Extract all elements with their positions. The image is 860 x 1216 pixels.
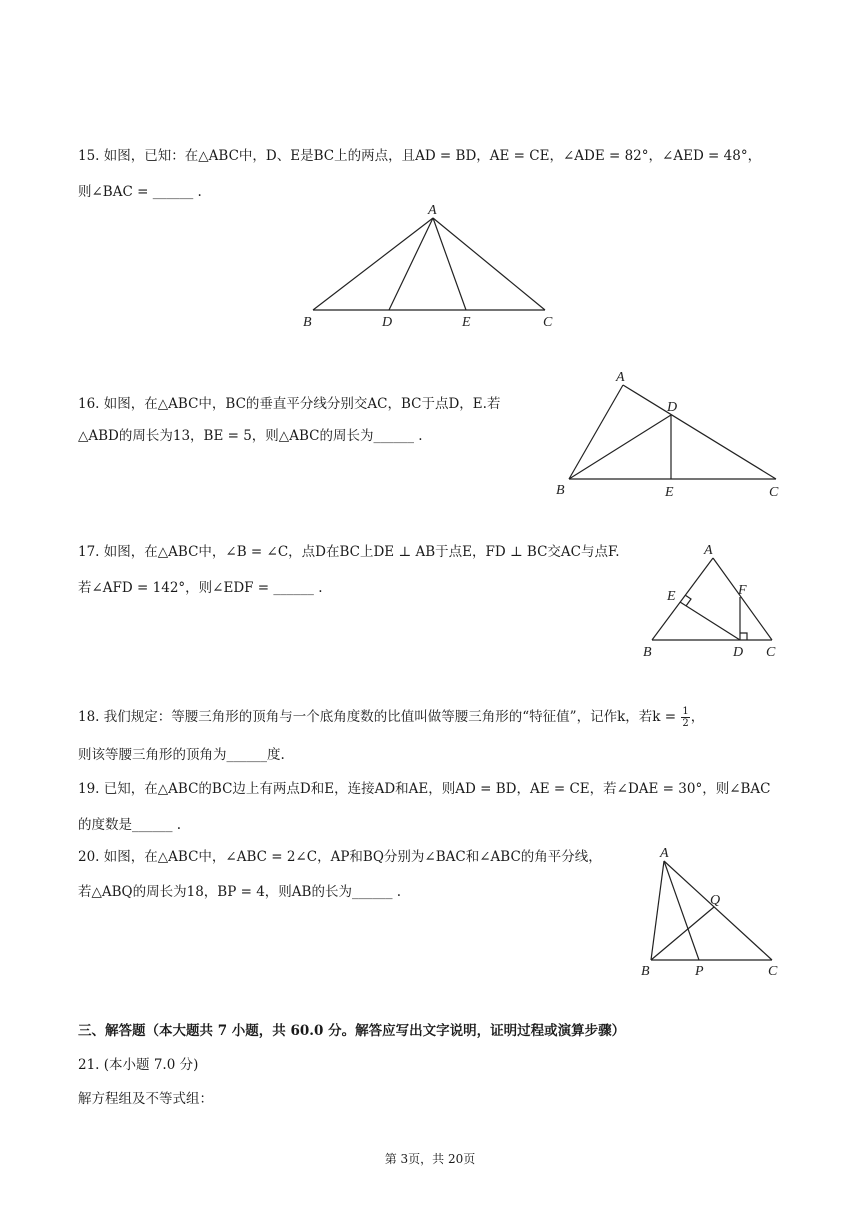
q15-line1: 15. 如图，已知：在△ABC中，D、E是BC上的两点，且AD = BD，AE = CE，∠ADE = 82°，∠AED = 48°， (78, 148, 762, 164)
q17-label-c: C (766, 645, 776, 660)
q17-line2: 若∠AFD = 142°，则∠EDF = ______ . (78, 580, 323, 596)
q16-line1: 16. 如图，在△ABC中，BC的垂直平分线分别交AC，BC于点D，E.若 (78, 396, 501, 412)
q20-line2: 若△ABQ的周长为18，BP = 4，则AB的长为______ . (78, 884, 402, 900)
q15-side-ab (313, 218, 433, 310)
q17-label-e: E (667, 589, 676, 604)
q20-line1: 20. 如图，在△ABC中，∠ABC = 2∠C，AP和BQ分别为∠BAC和∠ABC的角平分线， (78, 849, 602, 865)
q16-line2: △ABD的周长为13，BE = 5，则△ABC的周长为______ . (78, 428, 423, 444)
q18-line1-end: ， (690, 709, 705, 725)
q19-line2: 的度数是______ . (78, 817, 182, 833)
q20-label-q: Q (710, 893, 721, 908)
q20-figure (634, 843, 788, 981)
q18-text: 18. 我们规定：等腰三角形的顶角与一个底角度数的比值叫做等腰三角形的“特征值”，记作k，若k = (78, 709, 677, 725)
q17-right-angle-e (685, 595, 691, 606)
q16-figure (550, 364, 790, 504)
q15-segment-ad (389, 218, 433, 310)
q15-line2: 则∠BAC = ______ . (78, 184, 202, 200)
q15-figure (296, 200, 564, 332)
q16-label-e: E (665, 485, 674, 500)
q21-text: 解方程组及不等式组： (78, 1091, 213, 1107)
q16-label-b: B (556, 483, 565, 498)
q16-side-ab (569, 385, 623, 479)
q18-fraction-numerator: 1 (682, 706, 689, 717)
q15-label-a: A (428, 203, 437, 218)
q20-label-a: A (660, 846, 669, 861)
q17-label-b: B (643, 645, 652, 660)
q18-line1 (78, 706, 704, 729)
q17-label-a: A (704, 543, 713, 558)
q17-line1: 17. 如图，在△ABC中，∠B = ∠C，点D在BC上DE ⊥ AB于点E，FD ⊥ BC交AC与点F. (78, 544, 620, 560)
page-footer: 第 3页，共 20页 (384, 1152, 476, 1166)
q17-side-ac (713, 558, 772, 640)
q18-fraction (681, 706, 689, 729)
q16-side-ac (623, 385, 776, 479)
q17-label-f: F (738, 583, 747, 598)
q17-side-ab (652, 558, 713, 640)
q17-segment-de (680, 602, 740, 640)
q15-label-c: C (543, 315, 553, 330)
q17-figure (634, 540, 784, 664)
q21-title: 21. (本小题 7.0 分) (78, 1057, 199, 1073)
q20-label-b: B (641, 964, 650, 979)
q17-label-d: D (733, 645, 744, 660)
q20-label-p: P (695, 964, 704, 979)
q16-segment-bd (569, 415, 671, 479)
q18-line2: 则该等腰三角形的顶角为______度. (78, 747, 285, 763)
q20-label-c: C (768, 964, 778, 979)
q15-label-e: E (462, 315, 471, 330)
q15-label-b: B (303, 315, 312, 330)
q20-side-ab (651, 861, 664, 960)
section-heading: 三、解答题（本大题共 7 小题，共 60.0 分。解答应写出文字说明，证明过程或演算步骤） (78, 1023, 626, 1039)
q20-side-ac (664, 861, 772, 960)
q16-label-c: C (769, 485, 779, 500)
q17-right-angle-d (740, 633, 747, 640)
q19-line1: 19. 已知，在△ABC的BC边上有两点D和E，连接AD和AE，则AD = BD，AE = CE，若∠DAE = 30°，则∠BAC (78, 781, 771, 797)
q15-label-d: D (382, 315, 393, 330)
q16-label-d: D (667, 400, 678, 415)
q16-label-a: A (616, 370, 625, 385)
q18-fraction-denominator: 2 (682, 718, 689, 729)
